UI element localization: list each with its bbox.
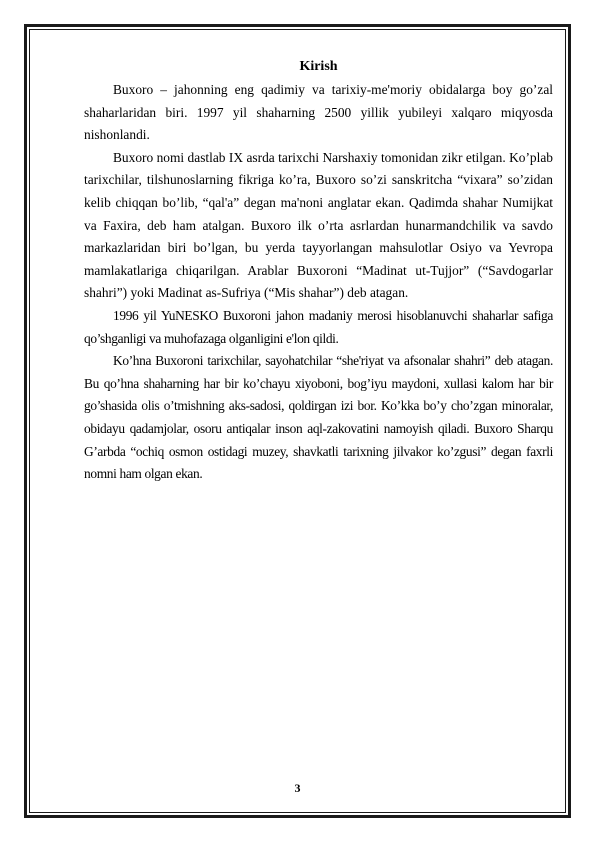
document-title: Kirish <box>299 59 338 74</box>
paragraph-1: Buxoro – jahonning eng qadimiy va tarixiy-me'moriy obidalarga boy go’zal shaharlaridan biri. 1997 yil shaharning 2500 yillik yubileyi xalqaro miqyosda nishonlandi. <box>84 82 553 143</box>
paragraph-4: Ko’hna Buxoroni tarixchilar, sayohatchilar “she'riyat va afsonalar shahri” deb atagan. Bu qo’hna shaharning har bir ko’chayu xiyoboni, bog’iyu maydoni, xullasi kalom har bir go’shasida olis o’tmishning aks-sadosi, qoldirgan izi bor. Ko’kka bo’y cho’zgan minoralar, obidayu qadamjolar, osoru antiqalar inson aql-zakovatini namoyish qiladi. Buxoro Sharqu G’arbda “ochiq osmon ostidagi muzey, shavkatli tarixning jilvakor ko’zgusi” degan faxrli nomni ham olgan ekan. <box>84 353 553 482</box>
paragraph-3: 1996 yil YuNESKO Buxoroni jahon madaniy merosi hisoblanuvchi shaharlar safiga qo’shganligi va muhofazaga olganligini e'lon qildi. <box>84 307 553 346</box>
page-number: 3 <box>294 781 301 795</box>
document-body <box>84 57 553 486</box>
paragraph-2: Buxoro nomi dastlab IX asrda tarixchi Narshaxiy tomonidan zikr etilgan. Ko’plab tarixchilar, tilshunoslarning fikriga ko’ra, Buxoro so’zi sanskritcha “vixara” so’zidan kelib chiqqan bo’lib, “qal'a” degan ma'noni anglatar ekan. Qadimda shahar Numijkat va Faxira, deb ham atalgan. Buxoro ilk o’rta asrlardan hunarmandchilik va savdo markazlaridan biri bo’lgan, bu yerda tayyorlangan mahsulotlar Osiyo va Yevropa mamlakatlariga chiqarilgan. Arablar Buxoroni “Madinat ut-Tujjor” (“Savdogarlar shahri”) yoki Madinat as-Sufriya (“Mis shahar”) deb atagan. <box>84 149 553 301</box>
